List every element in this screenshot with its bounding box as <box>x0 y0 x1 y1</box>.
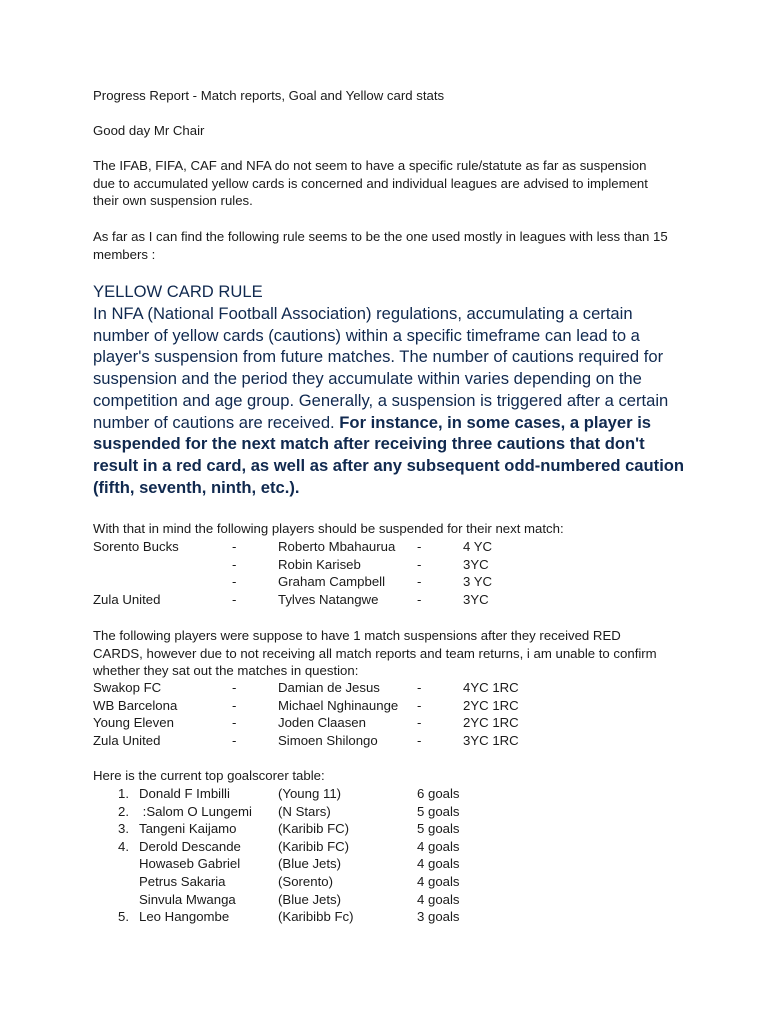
separator: - <box>417 539 422 554</box>
player-name: Leo Hangombe <box>139 909 230 925</box>
club-name: (N Stars) <box>278 803 331 819</box>
separator: - <box>232 556 237 572</box>
team-name: Zula United <box>93 591 161 607</box>
player-name: Petrus Sakaria <box>139 874 226 889</box>
list-item <box>0 556 768 574</box>
goal-count: 4 goals <box>417 838 460 854</box>
card-count: 3YC <box>463 591 489 607</box>
list-item <box>0 538 768 556</box>
player-name: Joden Claasen <box>278 715 366 731</box>
separator: - <box>232 715 237 731</box>
list-item <box>0 591 768 609</box>
separator: - <box>232 574 237 590</box>
separator: - <box>417 591 422 607</box>
goal-count: 4 goals <box>417 891 460 907</box>
greeting: Good day Mr Chair <box>93 123 205 138</box>
club-name: (Karibibb Fc) <box>278 909 354 925</box>
player-name: Derold Descande <box>139 838 241 854</box>
intro-paragraph: The IFAB, FIFA, CAF and NFA do not seem to have a specific rule/statute as far as suspension due to accumulated yellow cards is concerned and individual leagues are advised to implement their own suspension rules. <box>93 158 648 209</box>
player-name: Sinvula Mwanga <box>139 891 236 907</box>
list-item <box>0 714 768 732</box>
table-row <box>0 838 768 856</box>
list-item <box>0 732 768 750</box>
separator: - <box>232 732 237 748</box>
player-name: Roberto Mbahaurua <box>278 539 396 554</box>
team-name: Zula United <box>93 732 161 748</box>
goal-count: 5 goals <box>417 803 460 819</box>
separator: - <box>232 680 237 695</box>
card-count: 3YC <box>463 556 489 572</box>
card-count: 2YC 1RC <box>463 697 519 713</box>
list-item <box>0 679 768 697</box>
list-item <box>0 697 768 715</box>
team-name: Young Eleven <box>93 715 174 731</box>
table-row <box>0 855 768 873</box>
team-name: Swakop FC <box>93 680 162 695</box>
player-name: Damian de Jesus <box>278 680 380 695</box>
separator: - <box>417 574 422 590</box>
goal-count: 5 goals <box>417 821 460 837</box>
goal-count: 4 goals <box>417 874 460 889</box>
table-row <box>0 873 768 891</box>
club-name: (Karibib FC) <box>278 838 350 854</box>
rule-example-bold: For instance, in some cases, a player is suspended for the next match after receiving three cautions that don't result in a red card, as well as after any subsequent odd-numbered caution (fifth, seventh, ninth, etc.). <box>93 412 685 497</box>
separator: - <box>417 680 422 695</box>
goal-count: 3 goals <box>417 909 460 925</box>
red-card-intro: The following players were suppose to have 1 match suspensions after they received RED CARDS, however due to not receiving all match reports and team returns, i am unable to confirm whether they sat out the matches in question: <box>93 628 657 679</box>
yellow-card-rule-text <box>93 303 693 498</box>
table-row <box>0 785 768 803</box>
goal-count: 6 goals <box>417 786 460 801</box>
goalscorer-intro: Here is the current top goalscorer table: <box>93 768 325 783</box>
card-count: 3YC 1RC <box>463 732 519 748</box>
separator: - <box>417 697 422 713</box>
page-title: Progress Report - Match reports, Goal and Yellow card stats <box>93 88 445 103</box>
club-name: (Blue Jets) <box>278 856 342 872</box>
rank-number: 4. <box>118 838 129 854</box>
separator: - <box>232 697 237 713</box>
player-name: Donald F Imbilli <box>139 786 230 801</box>
rule-intro-paragraph: As far as I can find the following rule seems to be the one used mostly in leagues with less than 15 members : <box>93 229 668 262</box>
separator: - <box>232 539 237 554</box>
player-name: Howaseb Gabriel <box>139 856 241 872</box>
rank-number: 3. <box>118 821 129 837</box>
player-name: Michael Nghinaunge <box>278 697 399 713</box>
card-count: 3 YC <box>463 574 493 590</box>
player-name: Tylves Natangwe <box>278 591 379 607</box>
list-item <box>0 573 768 591</box>
separator: - <box>417 556 422 572</box>
player-name: Simoen Shilongo <box>278 732 378 748</box>
club-name: (Young 11) <box>278 786 342 801</box>
table-row <box>0 803 768 821</box>
player-name: Graham Campbell <box>278 574 386 590</box>
goal-count: 4 goals <box>417 856 460 872</box>
rank-number: 2. <box>118 803 129 819</box>
club-name: (Blue Jets) <box>278 891 342 907</box>
team-name: Sorento Bucks <box>93 539 179 554</box>
yellow-card-intro: With that in mind the following players should be suspended for their next match: <box>93 521 564 536</box>
player-name: Robin Kariseb <box>278 556 361 572</box>
separator: - <box>232 591 237 607</box>
card-count: 4YC 1RC <box>463 680 519 695</box>
yellow-card-rule-heading: YELLOW CARD RULE <box>93 282 263 301</box>
rank-number: 1. <box>118 786 129 801</box>
card-count: 4 YC <box>463 539 493 554</box>
separator: - <box>417 715 422 731</box>
player-name: Tangeni Kaijamo <box>139 821 237 837</box>
rank-number: 5. <box>118 909 129 925</box>
table-row <box>0 891 768 909</box>
team-name: WB Barcelona <box>93 697 178 713</box>
table-row <box>0 908 768 926</box>
player-name: :Salom O Lungemi <box>139 803 252 819</box>
separator: - <box>417 732 422 748</box>
club-name: (Karibib FC) <box>278 821 350 837</box>
table-row <box>0 820 768 838</box>
card-count: 2YC 1RC <box>463 715 519 731</box>
rule-body: In NFA (National Football Association) regulations, accumulating a certain number of yellow cards (cautions) within a specific timeframe can lead to a player's suspension from future matches. The number of cautions required for suspension and the period they accumulate within varies depending on the competition and age group. Generally, a suspension is triggered after a certain number of cautions are received. <box>93 304 669 432</box>
club-name: (Sorento) <box>278 874 333 889</box>
